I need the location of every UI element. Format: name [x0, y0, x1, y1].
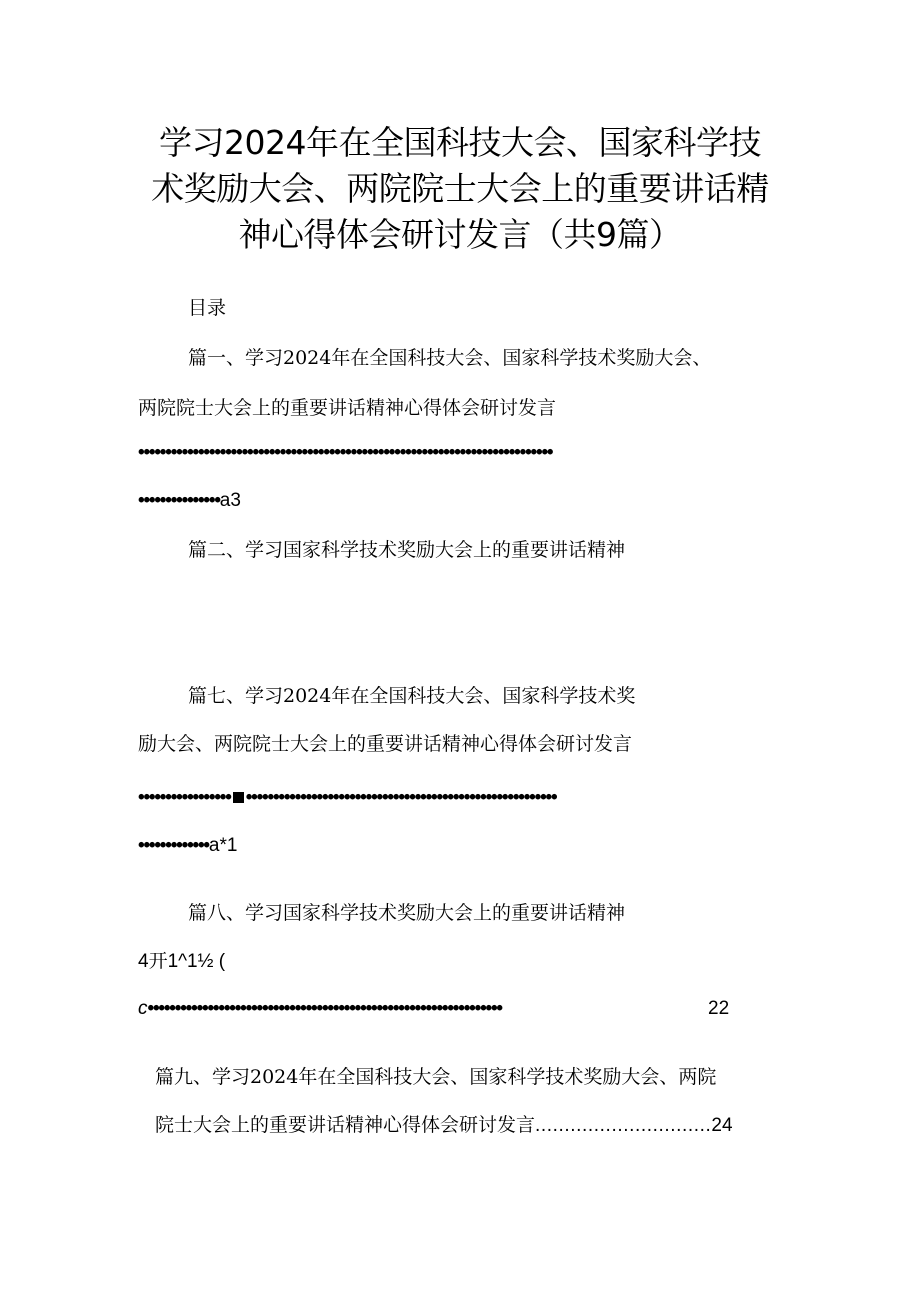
toc-entry-8-leader-dots: •••••••••••••••••••••••••••••••••••••••••••••••••••••••••••••••••	[147, 998, 502, 1019]
toc-entry-7-leader-b: •••••••••••••••••••••••••••••••••••••••••••••••••••••••••	[245, 787, 557, 808]
toc-entry-8-line-1[interactable]: 篇八、学习国家科学技术奖励大会上的重要讲话精神	[188, 902, 626, 924]
toc-entry-8-leader	[138, 997, 738, 1021]
toc-entry-1-line-1[interactable]: 篇一、学习2024年在全国科技大会、国家科学技术奖励大会、	[188, 347, 712, 369]
toc-entry-7-line-1[interactable]: 篇七、学习2024年在全国科技大会、国家科学技术奖	[188, 685, 636, 707]
toc-entry-1-leader-end	[138, 489, 241, 513]
toc-entry-2-line-1[interactable]: 篇二、学习国家科学技术奖励大会上的重要讲话精神	[188, 539, 626, 561]
toc-entry-9-page[interactable]: 24	[711, 1115, 733, 1136]
toc-entry-7-leader-end	[138, 834, 237, 858]
toc-entry-7-page[interactable]: a*1	[208, 835, 238, 856]
document-title	[0, 120, 920, 258]
square-mark-icon	[233, 792, 244, 803]
toc-entry-7-leader-dots: •••••••••••••	[138, 835, 209, 856]
toc-entry-7-leader	[138, 786, 783, 810]
toc-entry-1-line-2[interactable]: 两院院士大会上的重要讲话精神心得体会研讨发言	[138, 397, 557, 419]
toc-entry-1-leader: ••••••••••••••••••••••••••••••••••••••••••••••••••••••••••••••••••••••••••••	[138, 442, 553, 463]
toc-entry-9-leader: ..............................	[535, 1115, 712, 1136]
toc-entry-8-prefix: c	[138, 998, 148, 1019]
title-line-1: 学习2024年在全国科技大会、国家科学技	[159, 123, 761, 162]
toc-entry-1-leader-dots: •••••••••••••••	[138, 490, 220, 511]
toc-entry-9-line-2[interactable]	[155, 1113, 733, 1138]
toc-entry-9-line-1[interactable]: 篇九、学习2024年在全国科技大会、国家科学技术奖励大会、两院	[155, 1066, 717, 1088]
toc-entry-1-page[interactable]: a3	[219, 490, 241, 511]
toc-heading: 目录	[188, 297, 227, 319]
title-line-2: 术奖励大会、两院院士大会上的重要讲话精	[151, 169, 769, 208]
toc-entry-8-line-2: 4开1^1½ (	[138, 951, 226, 972]
toc-entry-7-line-2[interactable]: 励大会、两院院士大会上的重要讲话精神心得体会研讨发言	[138, 733, 633, 755]
toc-entry-9-text: 院士大会上的重要讲话精神心得体会研讨发言	[155, 1114, 536, 1136]
title-line-3: 神心得体会研讨发言（共9篇）	[238, 215, 682, 254]
toc-entry-7-leader-a: •••••••••••••••••	[138, 787, 231, 808]
toc-entry-8-page[interactable]: 22	[708, 998, 730, 1019]
